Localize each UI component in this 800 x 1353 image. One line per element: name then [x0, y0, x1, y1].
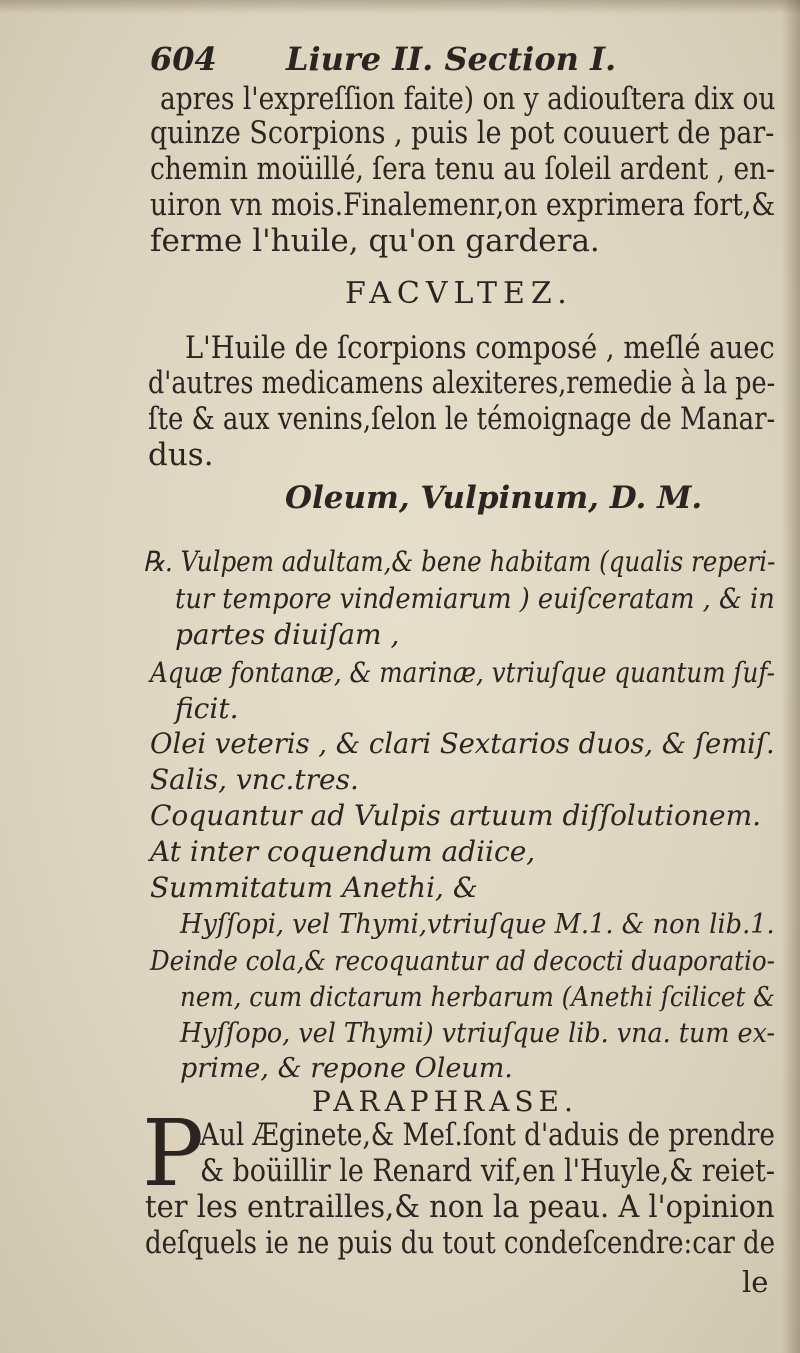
- recipe-line: At inter coquendum adiice,: [150, 835, 536, 868]
- recipe-line: Hyſſopi, vel Thymi,vtriuſque M.1. & non lib.1.: [180, 909, 775, 940]
- recipe-line: nem, cum dictarum herbarum (Anethi ſcilicet &: [180, 982, 776, 1013]
- page-top-shadow: [0, 0, 800, 14]
- body-line: chemin moüillé, ſera tenu au ſoleil ardent , en-: [150, 151, 776, 187]
- section-heading-facultez: FACVLTEZ.: [345, 276, 573, 311]
- body-line: deſquels ie ne puis du tout condeſcendre:car de: [145, 1225, 776, 1261]
- running-title: Liure II. Section I.: [285, 40, 617, 78]
- recipe-line: Hyſſopo, vel Thymi) vtriuſque lib. vna. tum ex-: [180, 1018, 776, 1049]
- catchword: le: [742, 1265, 769, 1299]
- page-gutter-shadow: [782, 0, 800, 1353]
- body-line: ferme l'huile, qu'on gardera.: [150, 223, 600, 259]
- recipe-line: Coquantur ad Vulpis artuum diſſolutionem.: [150, 799, 762, 832]
- recipe-line: ficit.: [175, 692, 239, 725]
- section-heading-paraphrase: PARAPHRASE.: [312, 1085, 578, 1118]
- recipe-line: tur tempore vindemiarum ) euiſceratam , & in: [175, 582, 775, 615]
- body-line: d'autres medicamens alexiteres,remedie à la pe-: [148, 365, 776, 401]
- recipe-line: Summitatum Anethi, &: [150, 871, 478, 904]
- body-line: dus.: [148, 437, 214, 473]
- body-line: quinze Scorpions , puis le pot couuert de par-: [150, 115, 775, 151]
- drop-cap: P: [142, 1100, 204, 1207]
- body-line: apres l'expreſſion faite) on y adiouſtera dix ou: [160, 81, 776, 117]
- running-header: [150, 40, 616, 78]
- recipe-line: Salis, vnc.tres.: [150, 763, 359, 796]
- body-line: ſte & aux venins,ſelon le témoignage de Manar-: [148, 401, 776, 437]
- recipe-line: Aquæ fontanæ, & marinæ, vtriuſque quantum ſuf-: [150, 656, 775, 689]
- body-line: & boüillir le Renard vif,en l'Huyle,& reiet-: [200, 1153, 776, 1189]
- body-line: Aul Æginete,& Meſ.ſont d'aduis de prendre: [200, 1117, 775, 1153]
- recipe-line: prime, & repone Oleum.: [180, 1053, 513, 1084]
- recipe-line: ℞. Vulpem adultam,& bene habitam (qualis reperi-: [143, 545, 776, 578]
- recipe-line: Olei veteris , & clari Sextarios duos, & ſemiſ.: [150, 727, 775, 760]
- page-number: 604: [150, 40, 217, 78]
- recipe-title: Oleum, Vulpinum, D. M.: [285, 480, 703, 516]
- recipe-line: partes diuiſam ,: [175, 618, 400, 651]
- body-line: uiron vn mois.Finalemenr,on exprimera fort,&: [150, 187, 776, 223]
- body-line: ter les entrailles,& non la peau. A l'opinion: [145, 1189, 775, 1225]
- body-line: L'Huile de ſcorpions composé , meſlé auec: [185, 330, 775, 366]
- recipe-line: Deinde cola,& recoquantur ad decocti duaporatio-: [150, 946, 775, 977]
